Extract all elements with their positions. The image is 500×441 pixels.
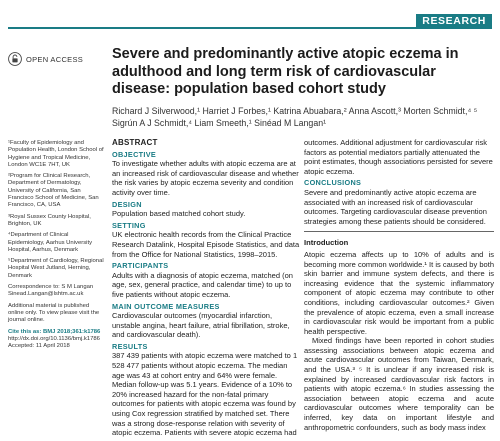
header-rule (8, 27, 492, 29)
abstract-section-title: MAIN OUTCOME MEASURES (112, 301, 220, 311)
abstract-divider (304, 231, 494, 232)
conclusions-title: CONCLUSIONS (304, 178, 362, 188)
right-column (304, 138, 494, 432)
conclusions-body: Severe and predominantly active atopic eczema are associated with an increased risk of cardiovascular outcomes. Targeting cardiovascular disease prevention strategies among these patients should be considered. (304, 187, 487, 226)
author-list: Richard J Silverwood,¹ Harriet J Forbes,¹ Katrina Abuabara,² Anna Ascott,³ Morten Schmidt,⁴ ⁵ Sigrún A J Schmidt,⁴ Liam Smeeth,¹ Sinéad M Langan¹ (112, 106, 478, 128)
abstract-column (112, 138, 300, 439)
affiliation-5: ⁵Department of Cardiology, Regional Hospital West Jutland, Herning, Denmark (8, 258, 104, 279)
affiliation-1: ¹Faculty of Epidemiology and Population Health, London School of Hygiene and Tropical Medicine, London WC1E 7HT, UK (8, 140, 104, 168)
citation-label: Cite this as: BMJ 2018;361:k1786 (8, 328, 101, 335)
abstract-heading: ABSTRACT (112, 138, 158, 147)
journal-header-bar (0, 8, 500, 28)
affiliation-3: ³Royal Sussex County Hospital, Brighton, UK (8, 213, 91, 227)
results-continued: outcomes. Additional adjustment for cardiovascular risk factors as potential mediators partially attenuated the point estimates, though associations persisted for severe atopic eczema. (304, 138, 493, 176)
open-access-label (8, 52, 83, 66)
affiliation-4: ⁴Department of Clinical Epidemiology, Aarhus University Hospital, Aarhus, Denmark (8, 232, 93, 253)
introduction-heading: Introduction (304, 238, 349, 248)
abstract-section-body: 387 439 patients with atopic eczema were matched to 1 528 477 patients without atopic eczema. The median age was 43 at cohort entry and 64% were female. Median follow-up was 5.1 years. Evidence of a 10% to 20% increased hazard for the non-fatal primary outcomes for patients with atopic eczema was found by using Cox regression stratified by matched set. There was a strong dose-response relation with severity of atopic eczema. Patients with severe atopic eczema had (112, 351, 298, 438)
accepted-date: Accepted: 11 April 2018 (8, 343, 70, 350)
open-lock-icon (8, 52, 22, 66)
introduction-paragraph: Mixed findings have been reported in cohort studies assessing associations between atopic eczema and acute cardiovascular outcomes from Taiwan, Denmark, and the USA.³ ⁵ It is unclear if any increased risk is explained by increased cardiovascular risk factors in patients with atopic eczema.⁶ In studies assessing the association between atopic eczema and acute cardiovascular outcomes where temporality can be inferred, key data on important lifestyle and anthropometric confounders, such as body mass index (304, 336, 494, 432)
introduction-paragraph: Atopic eczema affects up to 10% of adults and is becoming more common worldwide.¹ It is caused by both skin barrier and immune system defects, and there is increasing evidence that the systemic inflammatory component of atopic eczema may contribute to other conditions, including cardiovascular outcomes.² Given the prevalence of atopic eczema, even a small increase in cardiovascular risk would be important from a public health perspective. (304, 249, 494, 336)
abstract-section-title: PARTICIPANTS (112, 261, 169, 271)
additional-material-note: Additional material is published online only. To view please visit the journal online. (8, 302, 100, 324)
abstract-section-body: Adults with a diagnosis of atopic eczema, matched (on age, sex, general practice, and calendar time) to up to five patients without atopic eczema. (112, 270, 293, 299)
abstract-section-title: DESIGN (112, 199, 142, 209)
abstract-section-body: UK electronic health records from the Clinical Practice Research Datalink, Hospital Episode Statistics, and data from the Office for National Statistics, 1998–2015. (112, 230, 300, 259)
abstract-section-title: RESULTS (112, 341, 148, 351)
article-title: Severe and predominantly active atopic eczema in adulthood and long term risk of cardiovascular disease: population based cohort study (112, 46, 459, 97)
abstract-section-body: Population based matched cohort study. (112, 209, 246, 219)
open-access-text: OPEN ACCESS (26, 54, 84, 64)
abstract-section-body: To investigate whether adults with atopic eczema are at an increased risk of cardiovascular disease and whether the risk varies by atopic eczema severity and condition activity over time. (112, 159, 299, 197)
research-badge: RESEARCH (416, 14, 492, 29)
affiliation-2: ²Program for Clinical Research, Department of Dermatology, University of California, San Francisco School of Medicine, San Francisco, CA, USA (8, 173, 99, 209)
abstract-section-title: OBJECTIVE (112, 149, 157, 159)
correspondence[interactable]: Correspondence to: S M Langan Sinead.Langan@lshtm.ac.uk (8, 284, 94, 298)
affiliations-column (8, 140, 106, 354)
doi-link[interactable]: http://dx.doi.org/10.1136/bmj.k1786 (8, 335, 100, 342)
abstract-section-title: SETTING (112, 220, 146, 230)
abstract-section-body: Cardiovascular outcomes (myocardial infarction, unstable angina, heart failure, atrial fibrillation, stroke, and cardiovascular death). (112, 311, 290, 340)
